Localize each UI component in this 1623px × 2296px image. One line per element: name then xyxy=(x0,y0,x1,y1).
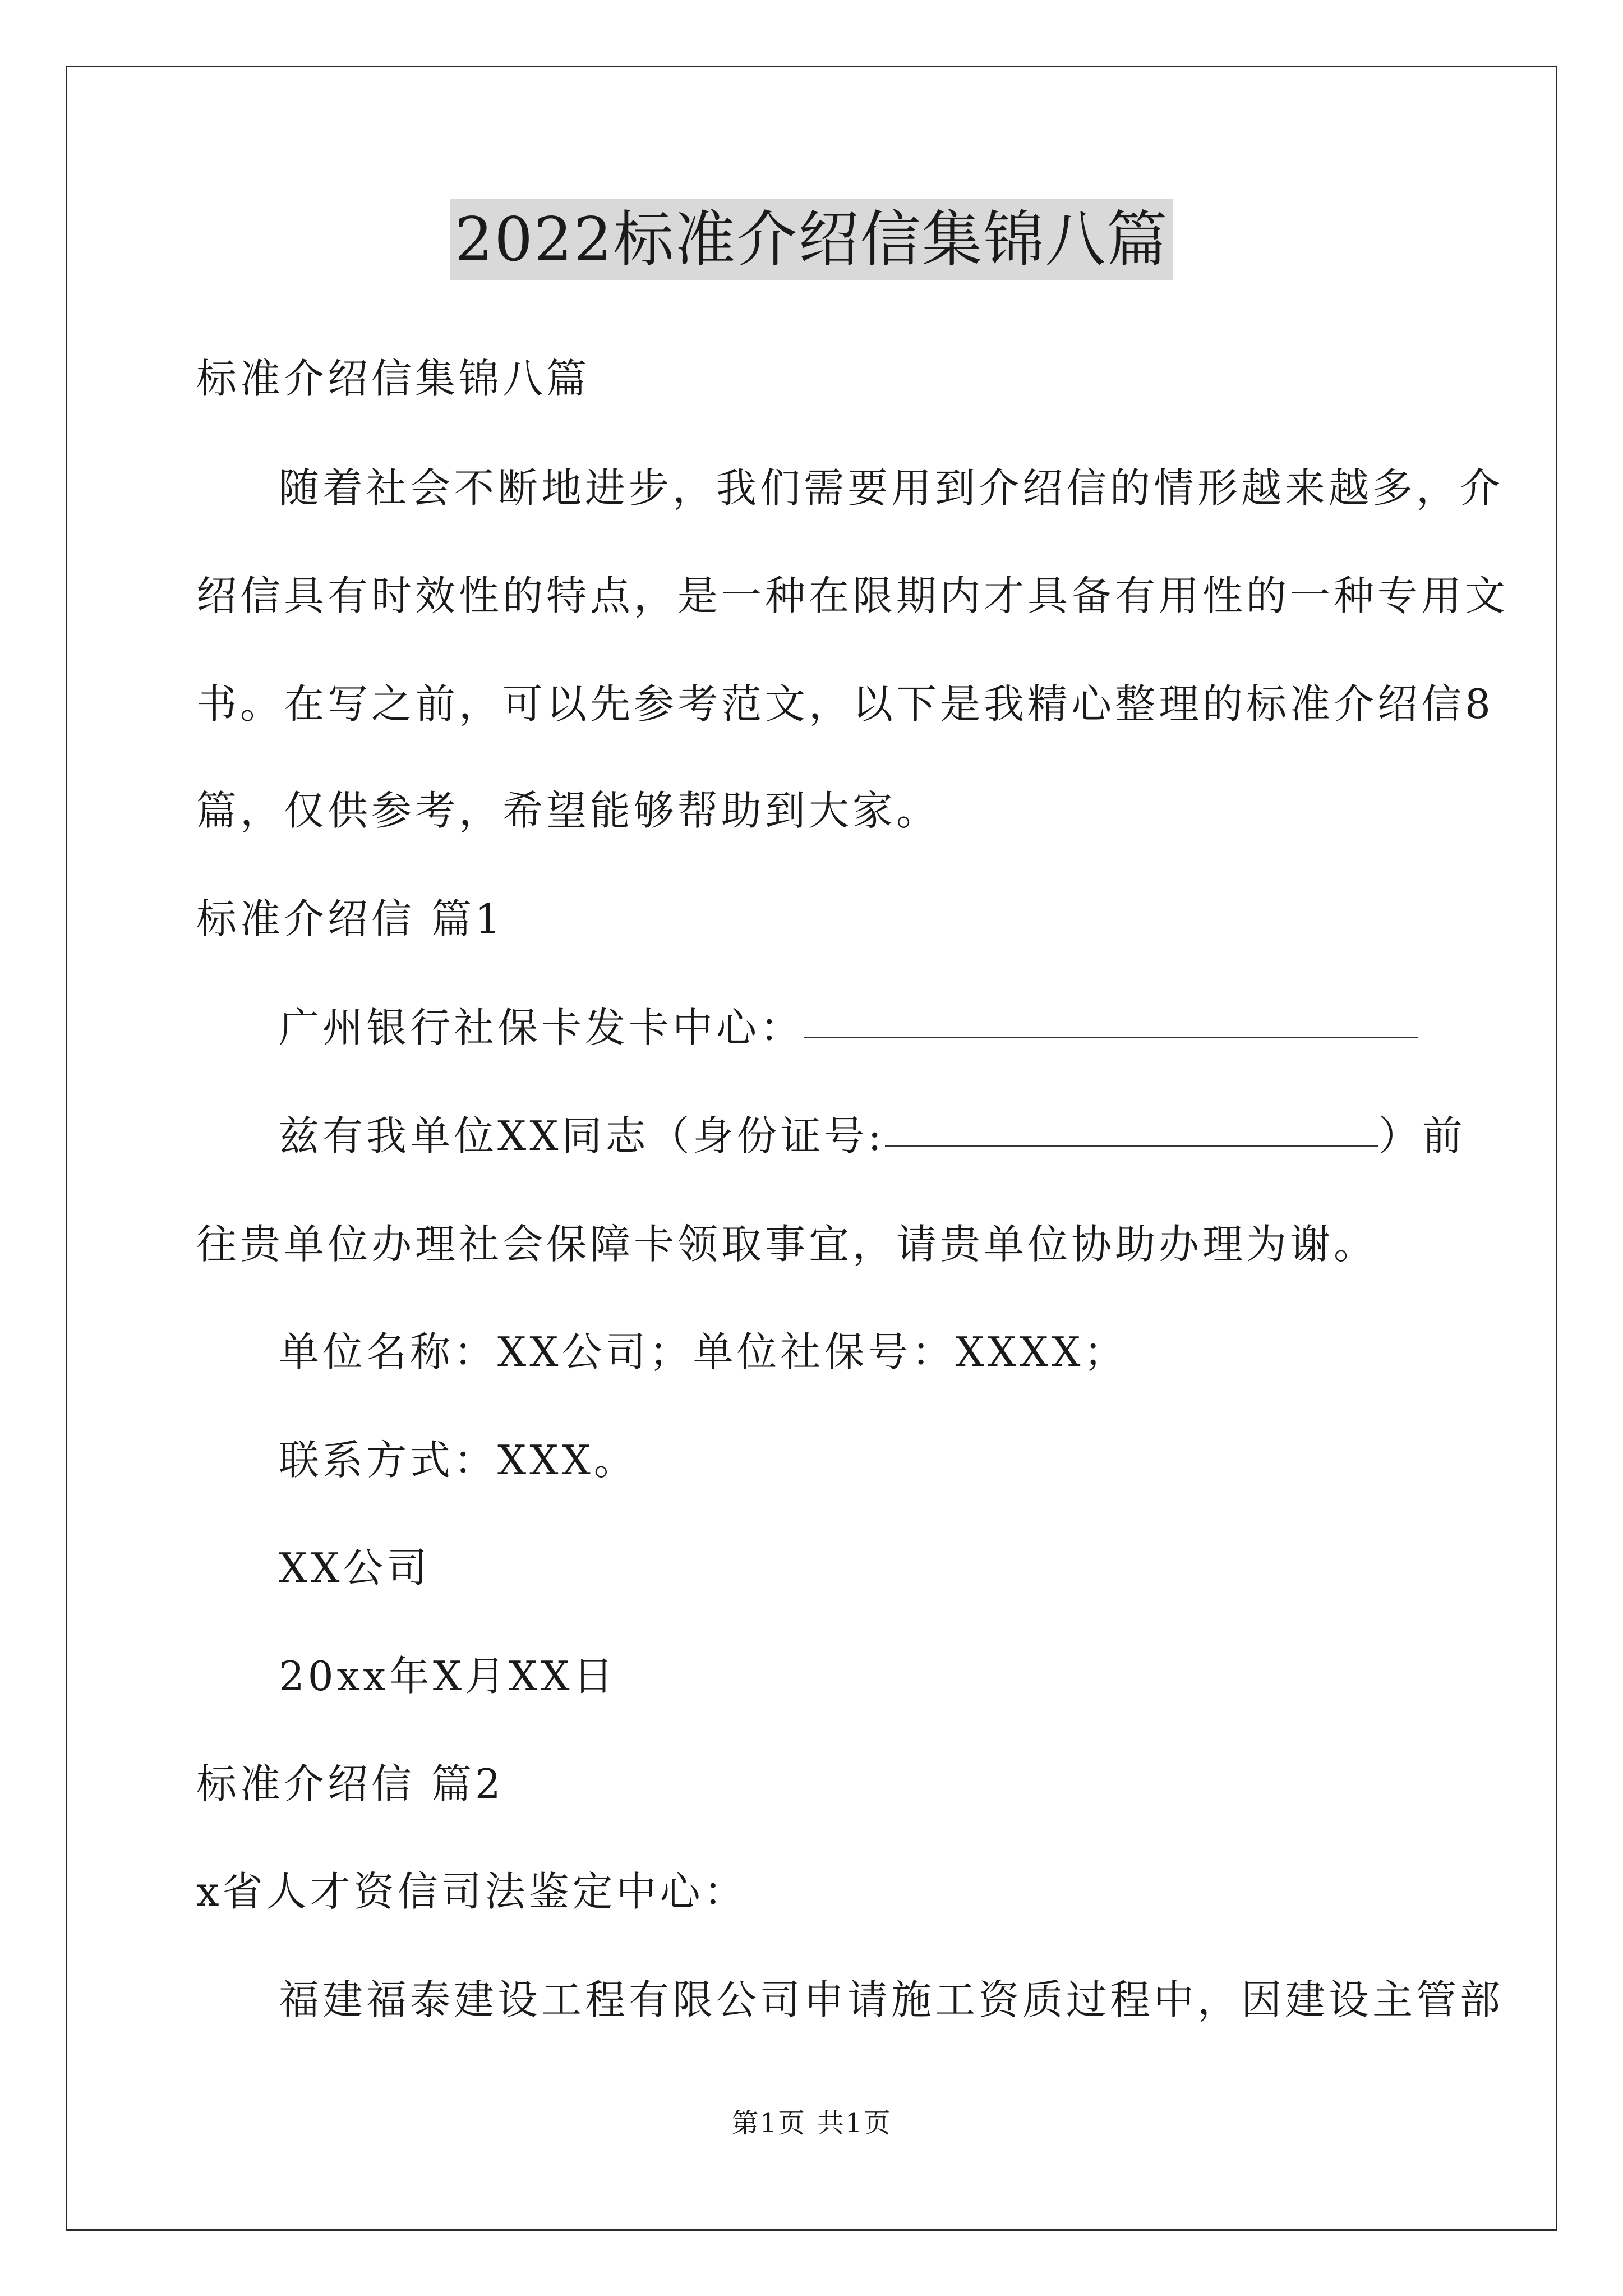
document-title: 2022标准介绍信集锦八篇 xyxy=(450,199,1173,280)
recipient-blank-underline xyxy=(804,1037,1418,1038)
section1-contact: 联系方式：XXX。 xyxy=(279,1437,638,1484)
section1-date: 20xx年X月XX日 xyxy=(279,1653,617,1700)
section1-signature: XX公司 xyxy=(279,1544,431,1591)
section1-body-part1: 兹有我单位XX同志（身份证号: xyxy=(279,1112,885,1159)
section1-heading: 标准介绍信 篇1 xyxy=(196,895,504,942)
subtitle: 标准介绍信集锦八篇 xyxy=(196,355,591,402)
title-container xyxy=(0,199,1623,280)
section2-body-line-1: 福建福泰建设工程有限公司申请施工资质过程中，因建设主管部 xyxy=(279,1976,1504,2023)
section2-heading: 标准介绍信 篇2 xyxy=(196,1760,504,1807)
intro-line-3: 书。在写之前，可以先参考范文，以下是我精心整理的标准介绍信8 xyxy=(196,680,1494,728)
section1-body-part2: ）前 xyxy=(1378,1112,1466,1159)
intro-line-2: 绍信具有时效性的特点，是一种在限期内才具备有用性的一种专用文 xyxy=(196,572,1509,619)
intro-line-4: 篇，仅供参考，希望能够帮助到大家。 xyxy=(196,787,940,834)
section1-body-line-1 xyxy=(279,1108,1466,1164)
page-number: 第1页 xyxy=(731,2108,806,2139)
section1-recipient-line xyxy=(279,1000,1418,1056)
section1-unit-info: 单位名称：XX公司；单位社保号：XXXX； xyxy=(279,1328,1128,1375)
section1-recipient: 广州银行社保卡发卡中心： xyxy=(279,1004,804,1051)
section1-body-line-2: 往贵单位办理社会保障卡领取事宜，请贵单位协助办理为谢。 xyxy=(196,1221,1378,1268)
section2-recipient: x省人才资信司法鉴定中心： xyxy=(196,1868,748,1915)
page-footer xyxy=(0,2106,1623,2140)
intro-line-1: 随着社会不断地进步，我们需要用到介绍信的情形越来越多，介 xyxy=(279,464,1504,512)
page-total: 共1页 xyxy=(817,2108,892,2139)
id-number-blank-underline xyxy=(885,1145,1378,1147)
